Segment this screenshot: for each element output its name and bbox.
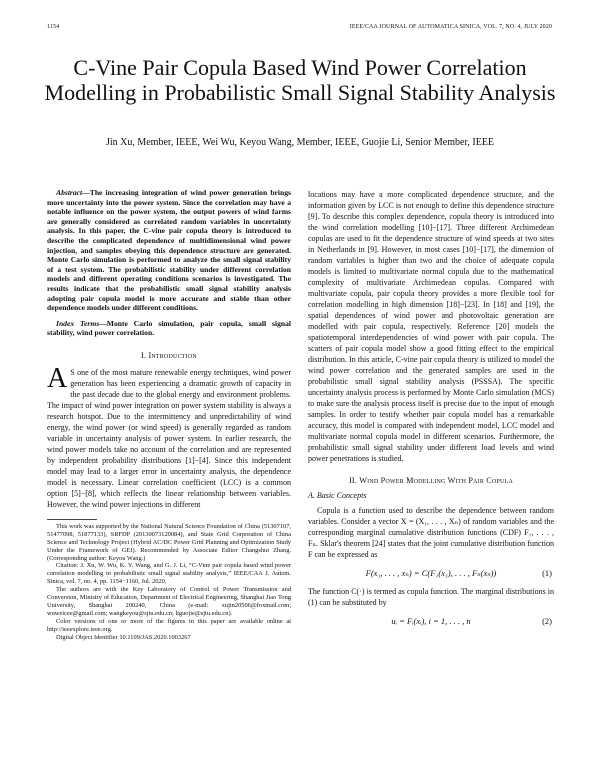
right-paragraph-3: The function C(·) is termed as copula function. The marginal distributions in (1) can be substituted by bbox=[308, 587, 554, 607]
equation-1-number: (1) bbox=[542, 568, 552, 578]
intro-paragraph bbox=[47, 362, 291, 510]
section-heading-introduction: I. Introduction bbox=[141, 350, 197, 360]
index-terms-label: Index Terms bbox=[56, 318, 100, 328]
page-number: 1154 bbox=[47, 24, 60, 30]
equation-2 bbox=[308, 615, 554, 627]
author-list: Jin Xu, Member, IEEE, Wei Wu, Keyou Wang, Member, IEEE, Guojie Li, Senior Member, IEEE bbox=[105, 137, 495, 148]
equation-1 bbox=[308, 567, 554, 579]
subsection-heading-basic-concepts: A. Basic Concepts bbox=[308, 491, 367, 500]
equation-2-body: uᵢ = Fᵢ(xᵢ), i = 1, . . . , n bbox=[391, 616, 471, 626]
footnote-funding: This work was supported by the National Natural Science Foundation of China (51307107, 51477098, 51877133), SRFDP (20130073120084), and State Grid Corporation of China Science and Technology Project (Hybrid AC/DC Power Grid Planning and Optimization Study Under the Framework of GEI). Recommended by Associate Editor Changshui Zhang. (Corresponding author: Keyou Wang.) bbox=[47, 522, 291, 562]
abstract-text: —The increasing integration of wind power generation brings more uncertainty into the power system. Since the correlation may have a notable influence on the power system, the output powers of wind farms are generally considered as correlated random variables in uncertainty analysis. In this paper, the C-vine pair copula theory is introduced to describe the complicated dependence of multidimensional wind power injection, and samples obeying this dependence structure are generated. Monte Carlo simulation is performed to analyze the small signal stability of a test system. The probabilistic stability under different correlation models and different operating conditions scenarios is investigated. The results indicate that the probabilistic small signal stability analysis adopting pair copula model is more accurate and stable than other dependence models under different conditions. bbox=[47, 188, 291, 313]
footnote-citation: Citation: J. Xu, W. Wu, K. Y. Wang, and G. J. Li, “C-Vine pair copula based wind power correlation modelling in probabilistic small signal stability analysis,” IEEE/CAA J. Autom. Sinica, vol. 7, no. 4, pp. 1154−1160, Jul. 2020. bbox=[47, 562, 291, 586]
intro-text: S one of the most mature renewable energy techniques, wind power generation has been experiencing a dramatic growth of capacity in the past decade due to the global energy and environment problems. The impact of wind power integration on power system stability is always a research hotspot. Due to the intermittency and unpredictability of wind energy, the wind power (or wind speed) is generally regarded as random variable in uncertainty analysis of power system. In earlier research, the wind power models take no account of the correlation and are represented by independent probability distributions [1]−[4]. Since this independent model may lead to a larger error in uncertainty analysis, the dependence model is necessary. Linear correlation coefficient (LCC) is a common option [5]−[8], which reflects the linear relationship between variables. However, the wind power injections in different bbox=[47, 367, 291, 509]
abstract-label: Abstract bbox=[56, 188, 83, 197]
journal-header: IEEE/CAA JOURNAL OF AUTOMATICA SINICA, VOL. 7, NO. 4, JULY 2020 bbox=[349, 24, 552, 30]
index-terms bbox=[47, 319, 291, 338]
drop-cap: A bbox=[47, 362, 68, 394]
footnote-divider bbox=[47, 519, 97, 520]
paper-title: C-Vine Pair Copula Based Wind Power Correlation Modelling in Probabilistic Small Signal Stability Analysis bbox=[44, 55, 556, 105]
right-paragraph-2: Copula is a function used to describe the dependence between random variables. Consider a vector X = (X₁, . . . , Xₙ) of random variables and the corresponding marginal cumulative distribution functions (CDF) F₁, . . . , Fₙ. Sklar's theorem [24] states that the joint cumulative distribution function F can be expressed as bbox=[308, 506, 554, 559]
footnote-affiliation: The authors are with the Key Laboratory of Control of Power Transmission and Conversion, Ministry of Education, Department of Electrical Engineering, Shanghai Jiao Tong University, Shanghai 200240, China (e-mail: xujin20506@foxmail.com; wuweicee@gmail.com; wangkeyou@sjtu.edu.cn; liguojie@sjtu.edu.cn). bbox=[47, 586, 291, 617]
right-paragraph-1: locations may have a more complicated dependence structure, and the information given by LCC is not enough to define this dependence structure [9]. To describe this complex dependence, copula theory is introduced into the wind correlation modelling [10]−[17]. Three different Archimedean copulas are used to fit the dependence structure of wind speeds at two sites in Netherlands in [9]. However, in most cases [10]−[17], the dimension of random variables is higher than two and the choice of adequate copula models is limited to multivariate normal copula due to the mathematical complexity of multivariate Archimedean copulas. Compared with multivariate copula, pair copula theory provides a more flexible tool for correlation modelling in high dimension [18]−[23]. In [18] and [19], the spatial dependences of wind power and photovoltaic generation are modelled with pair copula, respectively. Reference [20] models the spatiotemporal interdependencies of wind power with pair copula. The scatters of pair copula model show a good fitting effect to the empirical distribution. In this article, C-vine pair copula theory is utilized to model the wind power correlation and the generated samples are used in the probabilistic small signal stability analysis (PSSSA). The specific uncertainty analysis process is performed by Monte Carlo simulation (MCS) to make sure the analysis process itself is precise due to the input of enough samples. In order to testify whether pair copula model has a remarkable accuracy, this model is compared with independent model, LCC model and multivariate normal copula model in different scenarios. Furthermore, the probabilistic small signal stability under different load levels and wind power penetrations is studied. bbox=[308, 190, 554, 463]
index-terms-text: —Monte Carlo simulation, pair copula, small signal stability, wind power correlation. bbox=[47, 318, 292, 338]
left-column bbox=[47, 188, 291, 642]
right-column bbox=[308, 189, 554, 634]
equation-1-body: F(x₁, . . . , xₙ) = C(F₁(x₁), . . . , Fₙ(xₙ)) bbox=[365, 568, 497, 578]
equation-2-number: (2) bbox=[542, 616, 552, 626]
footnote-doi: Digital Object Identifier 10.1109/JAS.2020.1003267 bbox=[56, 633, 191, 641]
section-heading-wind-power-modelling: II. Wind Power Modelling With Pair Copula bbox=[349, 476, 513, 485]
abstract bbox=[47, 188, 291, 313]
footnote-color-versions: Color versions of one or more of the figures in this paper are available online at http://ieeexplore.ieee.org. bbox=[47, 617, 291, 633]
